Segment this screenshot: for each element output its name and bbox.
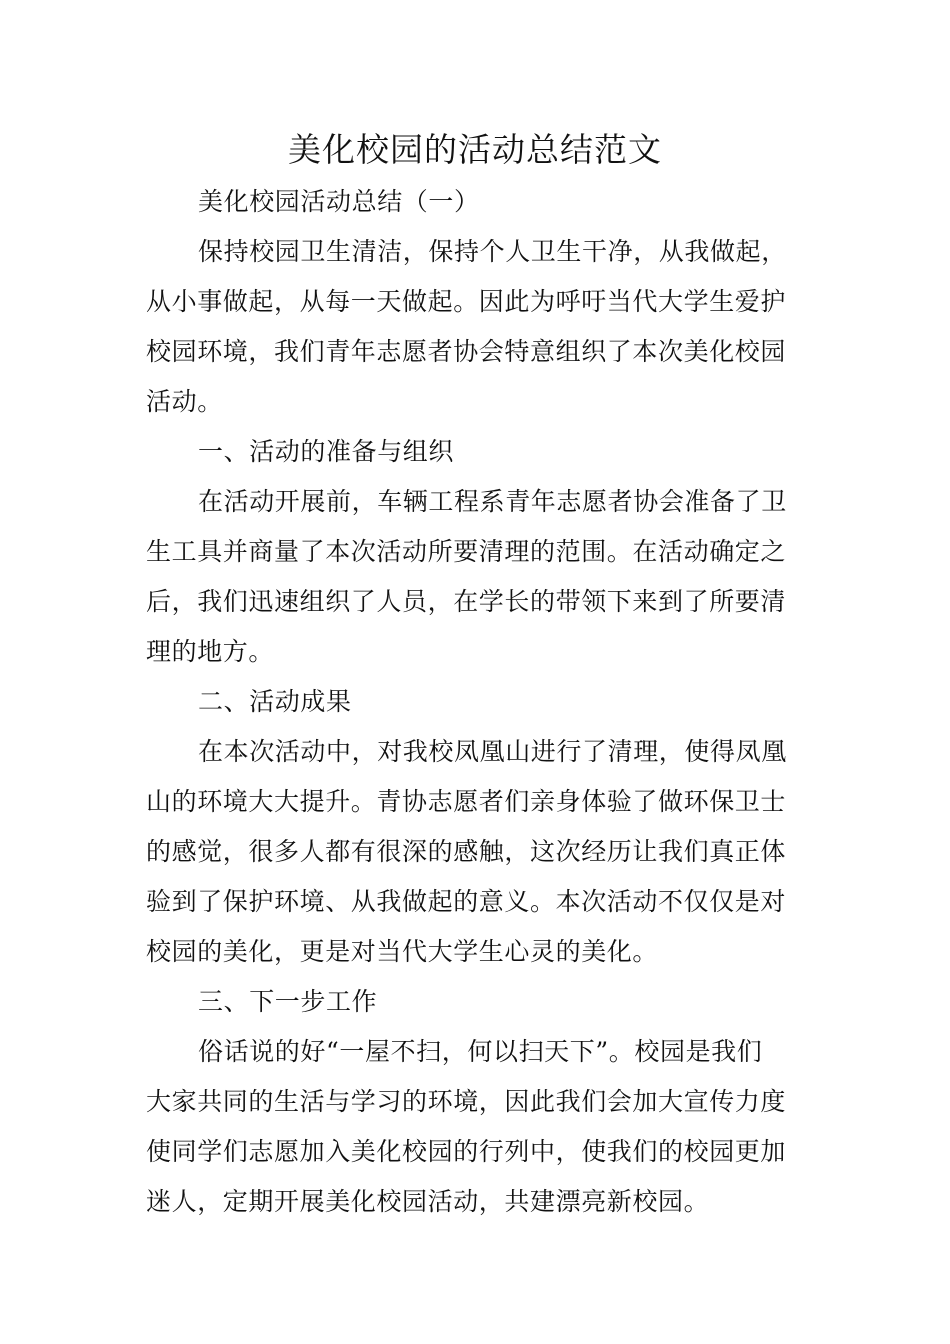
body-line: 后，我们迅速组织了人员，在学长的带领下来到了所要清 [146,587,787,616]
body-line: 二、活动成果 [198,687,352,716]
body-line: 山的环境大大提升。青协志愿者们亲身体验了做环保卫士 [146,787,787,816]
body-line: 一、活动的准备与组织 [198,437,455,466]
body-line: 在本次活动中，对我校凤凰山进行了清理，使得凤凰 [198,737,787,766]
document-body [146,177,806,1227]
body-line: 活动。 [146,387,223,416]
body-line: 从小事做起，从每一天做起。因此为呼吁当代大学生爱护 [146,287,787,316]
body-line: 理的地方。 [146,637,275,666]
body-line: 在活动开展前，车辆工程系青年志愿者协会准备了卫 [198,487,787,516]
body-line: 保持校园卫生清洁，保持个人卫生干净，从我做起， [198,237,787,266]
body-line: 使同学们志愿加入美化校园的行列中，使我们的校园更加 [146,1137,787,1166]
body-line: 校园的美化，更是对当代大学生心灵的美化。 [146,937,659,966]
body-line: 三、下一步工作 [198,987,378,1016]
document-title: 美化校园的活动总结范文 [288,130,662,169]
body-line: 验到了保护环境、从我做起的意义。本次活动不仅仅是对 [146,887,787,916]
body-line: 的感觉，很多人都有很深的感触，这次经历让我们真正体 [146,837,787,866]
body-line: 生工具并商量了本次活动所要清理的范围。在活动确定之 [146,537,787,566]
body-line: 大家共同的生活与学习的环境，因此我们会加大宣传力度 [146,1087,787,1116]
body-line: 美化校园活动总结（一） [198,187,480,216]
body-line: 迷人，定期开展美化校园活动，共建漂亮新校园。 [146,1187,710,1216]
body-line: 校园环境，我们青年志愿者协会特意组织了本次美化校园 [146,337,787,366]
body-line: 俗话说的好“一屋不扫，何以扫天下”。校园是我们 [198,1037,763,1066]
